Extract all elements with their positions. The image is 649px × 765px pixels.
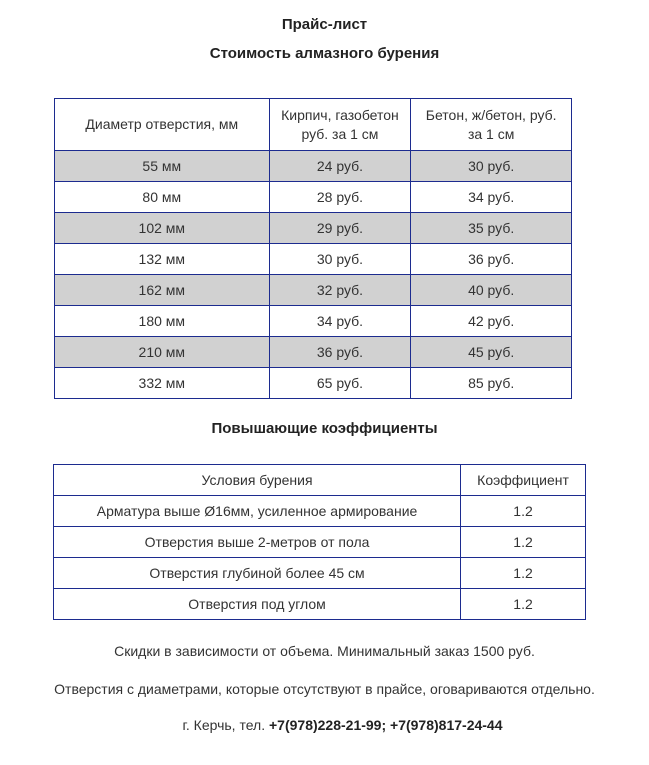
table-row xyxy=(54,558,586,589)
page-title: Прайс-лист xyxy=(281,16,368,33)
concrete-price-cell: 36 руб. xyxy=(411,244,572,275)
header-diameter-label: Диаметр отверстия, мм xyxy=(85,116,239,132)
header-diameter xyxy=(55,99,270,151)
header-concrete-line1: Бетон, ж/бетон, руб. xyxy=(425,106,557,123)
header-conditions: Условия бурения xyxy=(54,465,461,496)
concrete-price-cell: 40 руб. xyxy=(411,275,572,306)
diameter-cell: 162 мм xyxy=(55,275,270,306)
condition-cell: Арматура выше Ø16мм, усиленное армирование xyxy=(54,496,461,527)
table-row xyxy=(55,182,572,213)
table-row xyxy=(55,213,572,244)
coefficients-table xyxy=(53,464,586,620)
table-row xyxy=(54,527,586,558)
coefficient-cell: 1.2 xyxy=(461,527,586,558)
table-row xyxy=(55,244,572,275)
brick-price-cell: 24 руб. xyxy=(269,151,411,182)
condition-cell: Отверстия глубиной более 45 см xyxy=(54,558,461,589)
diameter-cell: 102 мм xyxy=(55,213,270,244)
condition-cell: Отверстия под углом xyxy=(54,589,461,620)
table-row xyxy=(55,151,572,182)
brick-price-cell: 65 руб. xyxy=(269,368,411,399)
header-coefficient: Коэффициент xyxy=(461,465,586,496)
table-row xyxy=(55,337,572,368)
concrete-price-cell: 34 руб. xyxy=(411,182,572,213)
page-subtitle: Стоимость алмазного бурения xyxy=(209,45,440,62)
diameter-cell: 80 мм xyxy=(55,182,270,213)
header-concrete-line2: за 1 см xyxy=(467,125,515,142)
concrete-price-cell: 30 руб. xyxy=(411,151,572,182)
diameter-cell: 55 мм xyxy=(55,151,270,182)
diameter-cell: 180 мм xyxy=(55,306,270,337)
brick-price-cell: 32 руб. xyxy=(269,275,411,306)
brick-price-cell: 28 руб. xyxy=(269,182,411,213)
price-table xyxy=(54,98,572,399)
contacts-phones: +7(978)228-21-99; +7(978)817-24-44 xyxy=(269,717,503,733)
concrete-price-cell: 35 руб. xyxy=(411,213,572,244)
table-row xyxy=(55,368,572,399)
concrete-price-cell: 45 руб. xyxy=(411,337,572,368)
coefficient-cell: 1.2 xyxy=(461,496,586,527)
header-brick xyxy=(269,99,411,151)
concrete-price-cell: 85 руб. xyxy=(411,368,572,399)
price-table-header xyxy=(55,99,572,151)
diameter-cell: 332 мм xyxy=(55,368,270,399)
condition-cell: Отверстия выше 2-метров от пола xyxy=(54,527,461,558)
table-row xyxy=(54,589,586,620)
brick-price-cell: 30 руб. xyxy=(269,244,411,275)
coefficients-table-header xyxy=(54,465,586,496)
diameter-cell: 210 мм xyxy=(55,337,270,368)
diameter-cell: 132 мм xyxy=(55,244,270,275)
header-concrete xyxy=(411,99,572,151)
header-brick-line1: Кирпич, газобетон xyxy=(281,106,399,123)
coefficient-cell: 1.2 xyxy=(461,558,586,589)
brick-price-cell: 29 руб. xyxy=(269,213,411,244)
discount-note: Скидки в зависимости от объема. Минимальный заказ 1500 руб. xyxy=(114,643,535,659)
contacts xyxy=(18,717,649,733)
table-row xyxy=(55,306,572,337)
brick-price-cell: 36 руб. xyxy=(269,337,411,368)
other-diameters-note: Отверстия с диаметрами, которые отсутствуют в прайсе, оговариваются отдельно. xyxy=(54,681,595,697)
header-brick-line2: руб. за 1 см xyxy=(301,125,379,142)
coefficient-cell: 1.2 xyxy=(461,589,586,620)
contacts-city: г. Керчь, тел. xyxy=(182,717,266,733)
coefficients-title: Повышающие коэффициенты xyxy=(211,420,438,437)
brick-price-cell: 34 руб. xyxy=(269,306,411,337)
table-row xyxy=(55,275,572,306)
table-row xyxy=(54,496,586,527)
concrete-price-cell: 42 руб. xyxy=(411,306,572,337)
